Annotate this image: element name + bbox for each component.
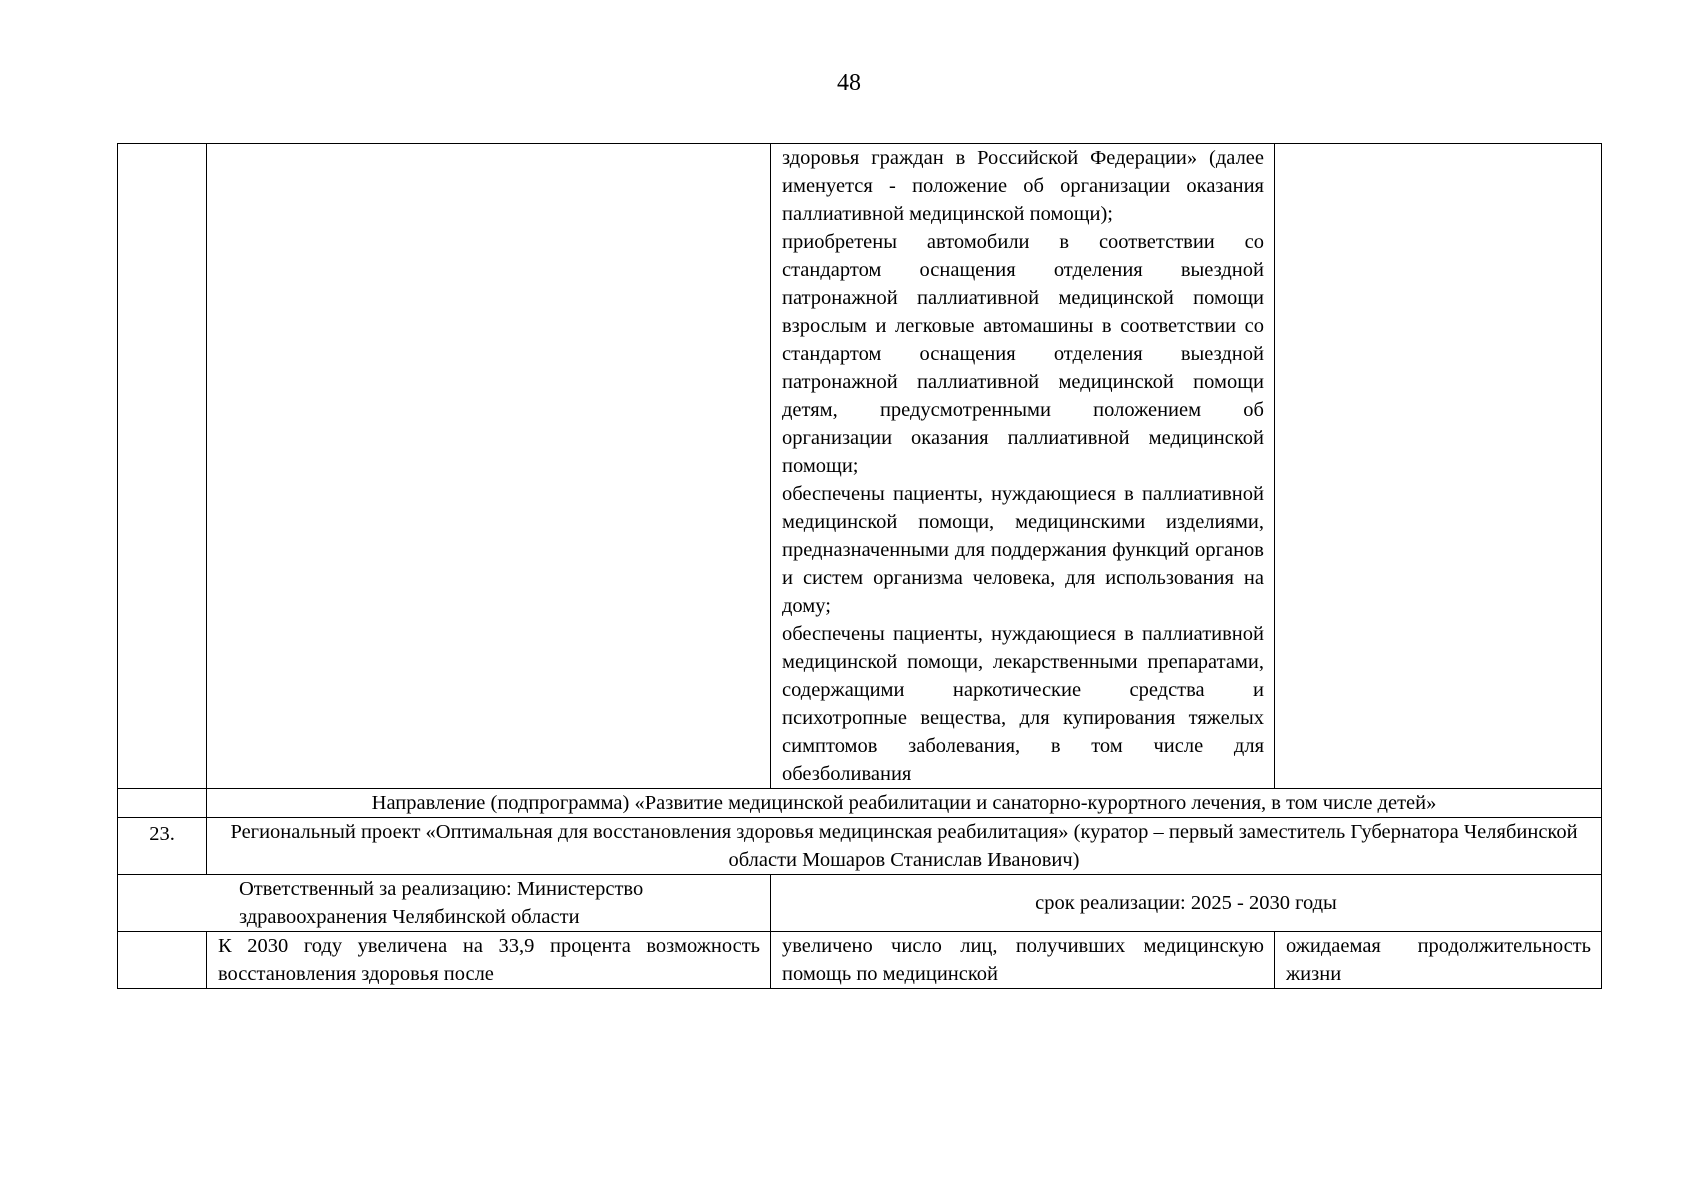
- cell-task: [207, 932, 771, 989]
- cell-indicator: [1275, 932, 1602, 989]
- effects-paragraph-4: обеспечены пациенты, нуждающиеся в паллиативной медицинской помощи, лекарственными препаратами, содержащими наркотические средства и психотропные вещества, для купирования тяжелых симптомов заболевания, в том числе для обезболивания: [782, 623, 1264, 785]
- cell-project-number: 23.: [118, 818, 207, 875]
- cell-task-number-empty: [118, 932, 207, 989]
- cell-task-empty: [207, 144, 771, 789]
- cell-effect: [771, 932, 1275, 989]
- cell-term: срок реализации: 2025 - 2030 годы: [771, 875, 1602, 932]
- cell-responsible: Ответственный за реализацию: Министерство здравоохранения Челябинской области: [118, 875, 771, 932]
- effects-paragraph-2: приобретены автомобили в соответствии со стандартом оснащения отделения выездной патронажной паллиативной медицинской помощи взрослым и легковые автомашины в соответствии со стандартом оснащения отделения выездной патронажной паллиативной медицинской помощи детям, предусмотренными положением об организации оказания паллиативной медицинской помощи;: [782, 231, 1264, 477]
- table-row-continuation: [118, 144, 1602, 789]
- cell-direction-number-empty: [118, 789, 207, 818]
- table-row-direction: [118, 789, 1602, 818]
- table-row-task: [118, 932, 1602, 989]
- indicator-text: ожидаемая продолжительность жизни: [1286, 935, 1591, 985]
- cell-number-empty: [118, 144, 207, 789]
- cell-indicator-empty: [1275, 144, 1602, 789]
- effect-text: увеличено число лиц, получивших медицинскую помощь по медицинской: [782, 935, 1264, 985]
- effects-paragraph-1: здоровья граждан в Российской Федерации» (далее именуется - положение об организации оказания паллиативной медицинской помощи);: [782, 147, 1264, 225]
- effects-paragraph-3: обеспечены пациенты, нуждающиеся в паллиативной медицинской помощи, медицинскими изделиями, предназначенными для поддержания функций органов и систем организма человека, для использования на дому;: [782, 483, 1264, 617]
- program-table: [117, 143, 1602, 989]
- cell-project-title: Региональный проект «Оптимальная для восстановления здоровья медицинская реабилитация» (куратор – первый заместитель Губернатора Челябинской области Мошаров Станислав Иванович): [207, 818, 1602, 875]
- cell-effects-continuation: [771, 144, 1275, 789]
- task-text: К 2030 году увеличена на 33,9 процента возможность восстановления здоровья после: [218, 935, 760, 985]
- cell-direction-title: Направление (подпрограмма) «Развитие медицинской реабилитации и санаторно-курортного лечения, в том числе детей»: [207, 789, 1602, 818]
- page-number: 48: [837, 70, 861, 96]
- table-row-responsible: [118, 875, 1602, 932]
- table-row-project: [118, 818, 1602, 875]
